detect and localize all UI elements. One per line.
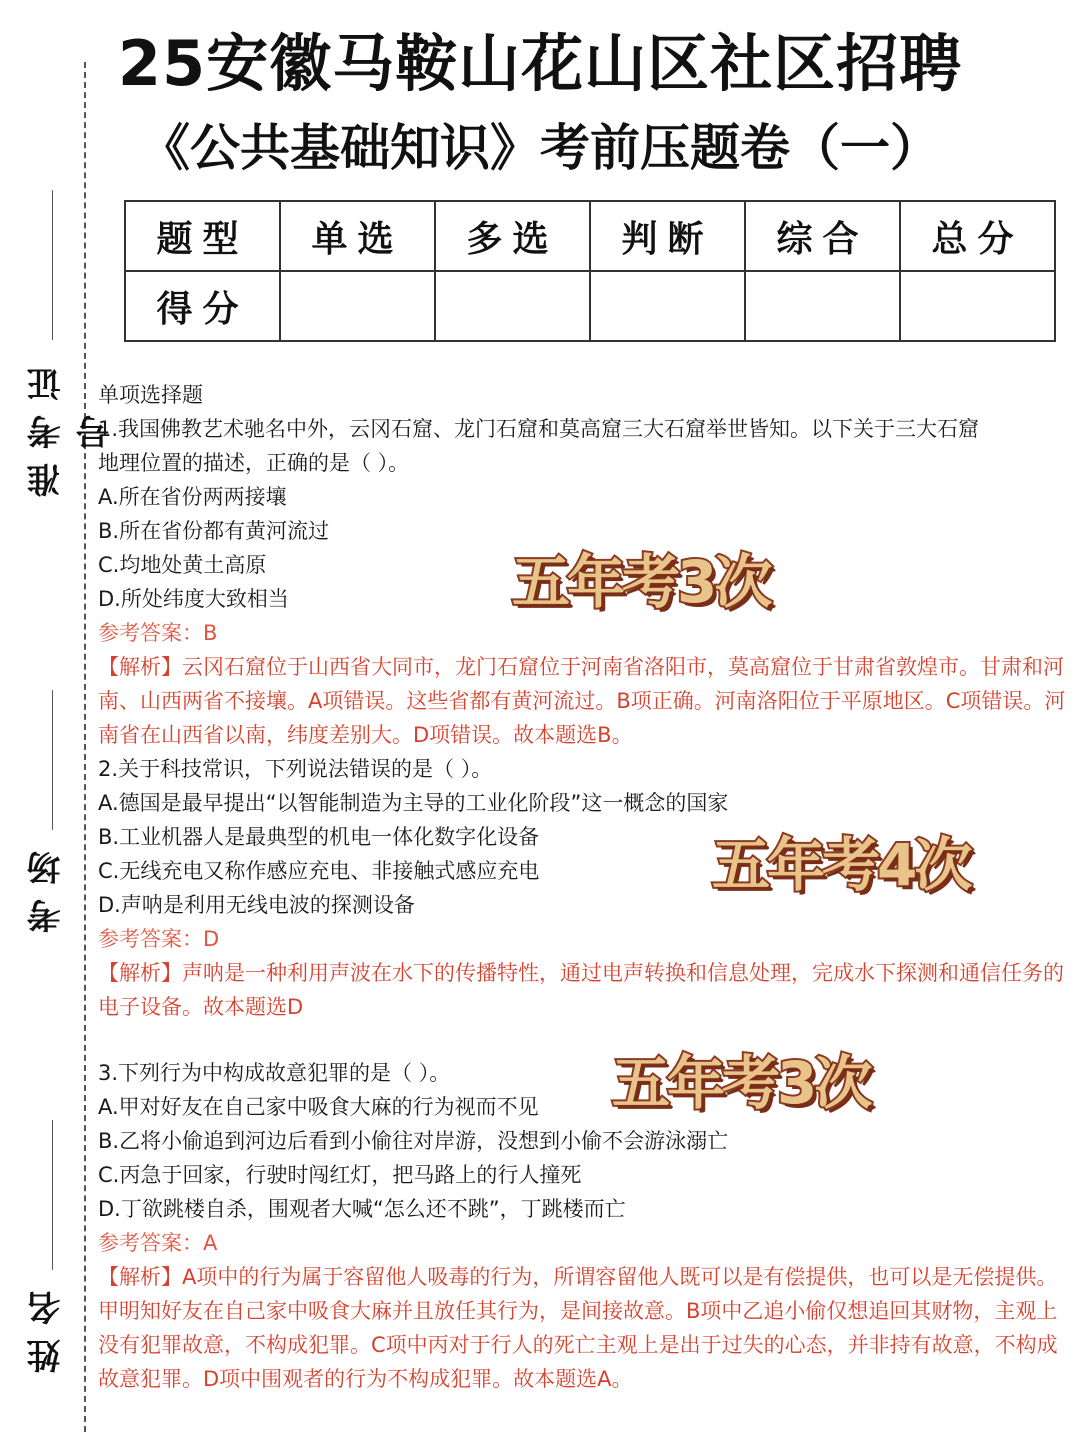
name-line (52, 1120, 53, 1270)
score-table-header-row (125, 201, 1055, 271)
option: C.均地处黄土高原 (98, 553, 267, 577)
option: C.丙急于回家，行驶时闯红灯，把马路上的行人撞死 (98, 1163, 582, 1187)
row-label-score: 得分 (125, 271, 280, 341)
header-comprehensive: 综合 (745, 201, 900, 271)
admission-number-label: 准考证号 (27, 353, 116, 497)
question-stem: 2.关于科技常识，下列说法错误的是（ ）。 (98, 757, 493, 781)
score-table (124, 200, 1056, 342)
score-cell[interactable] (280, 271, 435, 341)
exam-room-line (52, 690, 53, 830)
score-cell[interactable] (900, 271, 1055, 341)
explanation: 【解析】云冈石窟位于山西省大同市，龙门石窟位于河南省洛阳市，莫高窟位于甘肃省敦煌市。甘肃和河南、山西两省不接壤。A项错误。这些省都有黄河流过。B项正确。河南洛阳位于平原地区。C项错误。河南省在山西省以南，纬度差别大。D项错误。故本题选B。 (98, 655, 1066, 747)
section-title: 单项选择题 (98, 383, 203, 407)
option: D.丁欲跳楼自杀，围观者大喊“怎么还不跳”，丁跳楼而亡 (98, 1197, 626, 1221)
header-judge: 判断 (590, 201, 745, 271)
answer: 参考答案：D (98, 927, 220, 951)
exam-room-label: 考场 (27, 837, 67, 933)
header-multi: 多选 (435, 201, 590, 271)
question-stem: 地理位置的描述，正确的是（ ）。 (98, 451, 410, 475)
option: A.甲对好友在自己家中吸食大麻的行为视而不见 (98, 1095, 539, 1119)
option: A.德国是最早提出“以智能制造为主导的工业化阶段”这一概念的国家 (98, 791, 729, 815)
admission-number-line (52, 190, 53, 340)
score-cell[interactable] (745, 271, 900, 341)
score-cell[interactable] (435, 271, 590, 341)
option: D.声呐是利用无线电波的探测设备 (98, 893, 415, 917)
document-title: 25安徽马鞍山花山区社区招聘 (117, 27, 963, 100)
score-table-score-row (125, 271, 1055, 341)
option: B.工业机器人是最典型的机电一体化数字化设备 (98, 825, 540, 849)
option: D.所处纬度大致相当 (98, 587, 289, 611)
binding-dashed-line (84, 62, 86, 1432)
name-label: 姓名 (27, 1277, 67, 1373)
explanation: 【解析】声呐是一种利用声波在水下的传播特性，通过电声转换和信息处理，完成水下探测和通信任务的电子设备。故本题选D (98, 961, 1064, 1019)
question-stem: 3.下列行为中构成故意犯罪的是（ ）。 (98, 1061, 451, 1085)
header-single: 单选 (280, 201, 435, 271)
frequency-stamp: 五年考4次 (712, 831, 970, 899)
header-total: 总分 (900, 201, 1055, 271)
frequency-stamp: 五年考3次 (612, 1049, 870, 1117)
header-type: 题型 (125, 201, 280, 271)
option: A.所在省份两两接壤 (98, 485, 287, 509)
question-stem: 1.我国佛教艺术驰名中外，云冈石窟、龙门石窟和莫高窟三大石窟举世皆知。以下关于三大石窟 (98, 417, 980, 441)
explanation: 【解析】A项中的行为属于容留他人吸毒的行为，所谓容留他人既可以是有偿提供，也可以是无偿提供。甲明知好友在自己家中吸食大麻并且放任其行为，是间接故意。B项中乙追小偷仅想追回其财物，主观上没有犯罪故意，不构成犯罪。C项中丙对于行人的死亡主观上是出于过失的心态，并非持有故意，不构成故意犯罪。D项中围观者的行为不构成犯罪。故本题选A。 (98, 1265, 1058, 1391)
answer: 参考答案：A (98, 1231, 218, 1255)
option: C.无线充电又称作感应充电、非接触式感应充电 (98, 859, 540, 883)
option: B.乙将小偷追到河边后看到小偷往对岸游，没想到小偷不会游泳溺亡 (98, 1129, 729, 1153)
score-cell[interactable] (590, 271, 745, 341)
document-subtitle: 《公共基础知识》考前压题卷（一） (140, 119, 940, 177)
frequency-stamp: 五年考3次 (512, 548, 770, 616)
answer: 参考答案：B (98, 621, 218, 645)
option: B.所在省份都有黄河流过 (98, 519, 330, 543)
